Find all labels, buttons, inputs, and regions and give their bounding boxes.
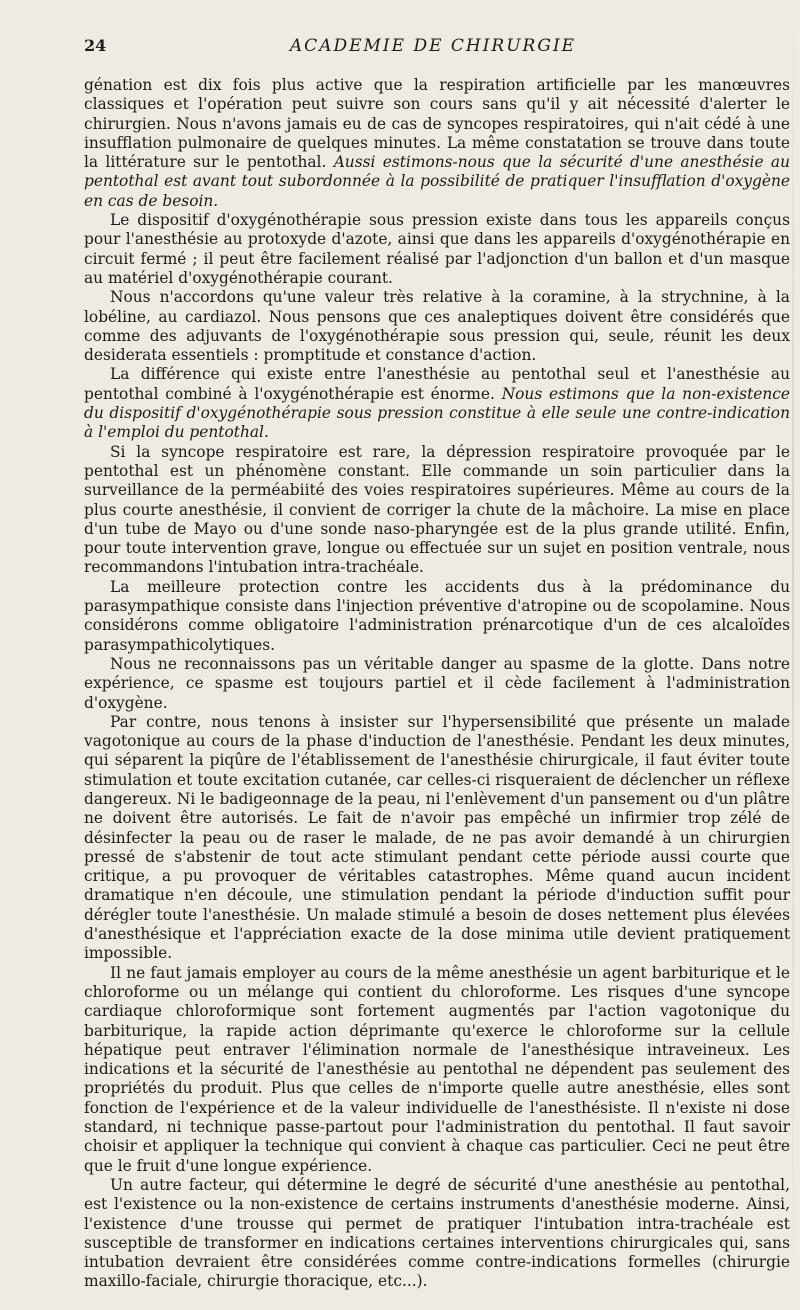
paragraph-text: La différence qui existe entre l'anesthésie au pentothal seul et l'anesthésie au pentothal combiné à l'oxygénothérapie est énorme. — [84, 365, 790, 403]
paragraph-text: Le dispositif d'oxygénothérapie sous pression existe dans tous les appareils conçus pour l'anesthésie au protoxyde d'azote, ainsi que dans les appareils d'oxygénothérapie en circuit fermé ; il peut être facilement réalisé par l'adjonction d'un ballon et d'un masque au matériel d'oxygénothérapie courant. — [84, 211, 790, 287]
paragraph-italic: Aussi estimons-nous que la sécurité d'une anesthésie au pentothal est avant tout subordonnée à la possibilité de pratiquer l'insufflation d'oxygène en cas de besoin. — [84, 153, 790, 210]
paragraph-text: Si la syncope respiratoire est rare, la dépression respiratoire provoquée par le pentothal est un phénomène constant. Elle commande un soin particulier dans la surveillance de la perméabiité des voies respiratoires supérieures. Même au cours de la plus courte anesthésie, il convient de corriger la chute de la mâchoire. La mise en place d'un tube de Mayo ou d'une sonde naso-pharyngée est de la plus grande utilité. Enfin, pour toute intervention grave, longue ou effectuée sur un sujet en position ventrale, nous recommandons l'intubation intra-trachéale. — [84, 442, 790, 577]
paragraph — [84, 713, 790, 964]
paragraph-text: Un autre facteur, qui détermine le degré de sécurité d'une anesthésie au pentothal, est l'existence ou la non-existence de certains instruments d'anesthésie moderne. Ainsi, l'existence d'une trousse qui permet de pratiquer l'intubation intra-trachéale est susceptible de transformer en indications certaines interventions chirurgicales qui, sans intubation devraient être considérées comme contre-indications formelles (chirurgie maxillo-faciale, chirurgie thoracique, etc...). — [84, 1175, 790, 1291]
page-number: 24 — [84, 36, 107, 55]
paragraph — [84, 578, 790, 655]
paragraph-text: génation est dix fois plus active que la respiration artificielle par les manœuvres classiques et l'opération peut suivre son cours sans qu'il y ait nécessité d'alerter le chirurgien. Nous n'avons jamais eu de cas de syncopes respiratoires, qui n'ait cédé à une insufflation pulmonaire de quelques minutes. La même constatation se trouve dans toute la littérature sur le pentothal. — [84, 76, 790, 172]
paragraph — [84, 76, 790, 211]
body-text — [84, 76, 790, 1292]
paragraph — [84, 964, 790, 1176]
page-edge-shadow — [792, 0, 794, 1310]
page-header — [84, 36, 782, 60]
paragraph-text: Nous ne reconnaissons pas un véritable danger au spasme de la glotte. Dans notre expérience, ce spasme est toujours partiel et il cède facilement à l'administration d'oxygène. — [84, 654, 790, 712]
paragraph — [84, 211, 790, 288]
paragraph — [84, 443, 790, 578]
paragraph-text: La meilleure protection contre les accidents dus à la prédominance du parasympathique consiste dans l'injection préventive d'atropine ou de scopolamine. Nous considérons comme obligatoire l'administration prénarcotique d'un de ces alcaloïdes parasympathicolytiques. — [84, 577, 790, 654]
paragraph-text: Nous n'accordons qu'une valeur très relative à la coramine, à la strychnine, à la lobéline, au cardiazol. Nous pensons que ces analeptiques doivent être considérés que comme des adjuvants de l'oxygénothérapie sous pression qui, seule, réunit les deux desiderata essentiels : promptitude et constance d'action. — [84, 288, 790, 365]
paragraph — [84, 365, 790, 442]
paragraph — [84, 655, 790, 713]
paragraph — [84, 1176, 790, 1292]
paragraph — [84, 288, 790, 365]
paragraph-text: Par contre, nous tenons à insister sur l'hypersensibilité que présente un malade vagotonique au cours de la phase d'induction de l'anesthésie. Pendant les deux minutes, qui séparent la piqûre de l'établissement de l'anesthésie chirurgicale, il faut éviter toute stimulation et toute excitation cutanée, car celles-ci risqueraient de déclencher un réflexe dangereux. Ni le badigeonnage de la peau, ni l'enlèvement d'un pansement ou d'un plâtre ne doivent être autorisés. Le fait de n'avoir pas empêché un infirmier trop zélé de désinfecter la peau ou de raser le malade, de ne pas avoir demandé à un chirurgien pressé de s'abstenir de tout acte stimulant pendant cette période aussi courte que critique, a pu provoquer de véritables catastrophes. Même quand aucun incident dramatique n'en découle, une stimulation pendant la période d'induction suffit pour dérégler toute l'anesthésie. Un malade stimulé a besoin de doses nettement plus élevées d'anesthésique et l'appréciation exacte de la dose minima utile devient pratiquement impossible. — [84, 712, 790, 963]
paragraph-italic: Nous estimons que la non-existence du dispositif d'oxygénothérapie sous pression constitue à elle seule une contre-indication à l'emploi du pentothal. — [84, 384, 790, 442]
running-title: ACADEMIE DE CHIRURGIE — [289, 36, 577, 56]
paragraph-text: Il ne faut jamais employer au cours de la même anesthésie un agent barbiturique et le chloroforme ou un mélange qui contient du chloroforme. Les risques d'une syncope cardiaque chloroformique sont fortement augmentés par l'action vagotonique du barbiturique, la rapide action déprimante qu'exerce le chloroforme sur la cellule hépatique peut entraver l'élimination normale de l'anesthésique intraveineux. Les indications et la sécurité de l'anesthésie au pentothal ne dépendent pas seulement des propriétés du produit. Plus que celles de n'importe quelle autre anesthésie, elles sont fonction de l'expérience et de la valeur individuelle de l'anesthésiste. Il n'existe ni dose standard, ni technique passe-partout pour l'administration du pentothal. Il faut savoir choisir et appliquer la technique qui convient à chaque cas particulier. Ceci ne peut être que le fruit d'une longue expérience. — [84, 963, 790, 1175]
